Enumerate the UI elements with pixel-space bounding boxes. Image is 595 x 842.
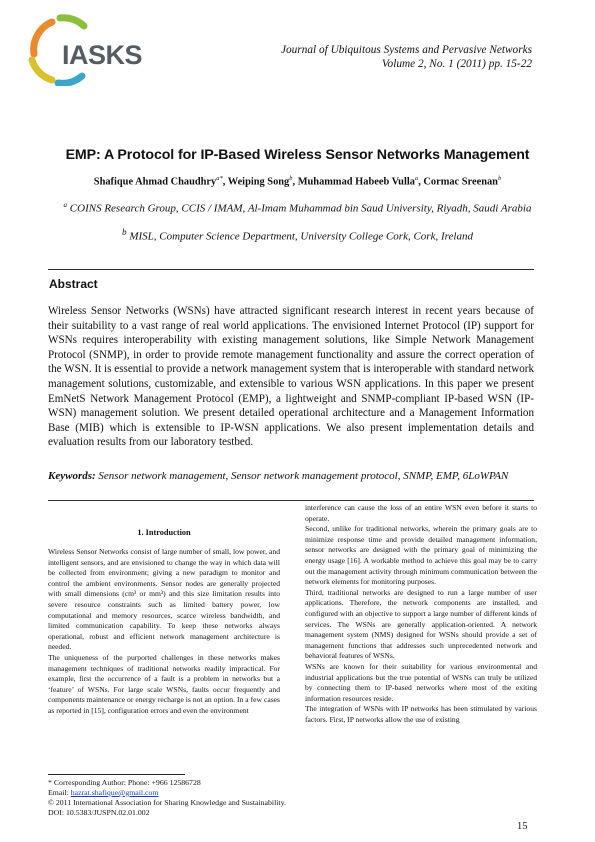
author-sup: b [497, 175, 502, 182]
author-list: Shafique Ahmad Chaudhry$^{a*}$, Weiping Song$^b$, Muhammad Habeeb Vulla$^a$, Cormac Sreenan$^b$ [93, 175, 502, 188]
journal-volume: Volume 2, No. 1 (2011) pp. 15-22 [381, 57, 532, 70]
keywords [48, 469, 534, 483]
affiliation-b [56, 227, 539, 243]
affiliation-sup: a [63, 201, 68, 209]
paragraph: Third, traditional networks are designed to run a large number of user applications. Therefore, the network components are installed, and configured with an objective to support a large number of different kinds of services. The WSNs are generally application-oriented. A network management system (NMS) designed for WSNs should provide a set of management functions that addresses such unprecedented network and behavioral features of WSNs. [305, 587, 537, 661]
author-name: Weiping Song [227, 176, 290, 188]
abstract-text: Wireless Sensor Networks (WSNs) have attracted significant research interest in recent years because of their suitability to a vast range of real world applications. The envisioned Internet Protocol (IP) support for WSNs requires interoperability with existing management solutions, like Simple Network Management Protocol (SNMP), in order to provide remote management functionality and assure the correct operation of the WSN. It is essential to provide a network management system that is interoperable with standard network management solutions, customizable, and extensible to various WSN applications. In this paper we present EmNetS Network Management Protocol (EMP), a lightweight and SNMP-compliant IP-based WSN (IP-WSN) management solution. We present detailed operational architecture and a Management Information Base (MIB) which is extensible to IP-WSN applications. We also present implementation details and evaluation results from our laboratory testbed. [48, 305, 534, 449]
affiliation-a [56, 198, 539, 216]
left-column [48, 547, 280, 717]
email-link[interactable]: hazrat.shafique@gmail.com [70, 787, 159, 797]
author-name: Shafique Ahmad Chaudhry [93, 176, 217, 188]
footnote-email-label: Email: [48, 787, 71, 797]
paragraph: Second, unlike for traditional networks, wherein the primary goals are to minimize response time and provide detailed management information, sensor networks are designed with the primary goal of minimizing the energy usage [16]. A workable method to achieve this goal may be to carry out the management activity through minimum communication between the network elements for monitoring purposes. [305, 524, 537, 587]
journal-name: Journal of Ubiquitous Systems and Pervasive Networks [280, 44, 532, 56]
footnote-copyright: © 2011 International Association for Sharing Knowledge and Sustainability. [48, 797, 286, 807]
page-number: 15 [517, 821, 528, 832]
footnote-email-line [48, 788, 348, 798]
paragraph: The integration of WSNs with IP networks has been stimulated by various factors. First, IP networks allow the use of existing [305, 704, 537, 724]
affiliation-text: COINS Research Group, CCIS / IMAM, Al-Imam Muhammad bin Saud University, Riyadh, Saudi Arabia [69, 202, 532, 215]
author-sup: a [414, 175, 419, 182]
author-sup: a* [216, 175, 223, 182]
keywords-text: Sensor network management, Sensor network management protocol, SNMP, EMP, 6LoWPAN [98, 470, 509, 482]
footnote-corresponding: * Corresponding Author: Phone: +966 12586728 [48, 778, 201, 787]
footnote-rule [48, 774, 185, 775]
paragraph: WSNs are known for their suitability for various environmental and industrial applications but the true potential of WSNs can truly be utilized by connecting them to IP-based networks where most of the exiting information resources reside. [305, 661, 537, 703]
journal-logo [22, 14, 142, 86]
divider-bottom [48, 500, 534, 501]
footnote-doi: DOI: 10.5383/JUSPN.02.01.002 [48, 807, 150, 817]
divider-top [48, 269, 534, 270]
author-sup: b [289, 175, 293, 182]
author-name: Cormac Sreenan [423, 176, 498, 188]
paper-title: EMP: A Protocol for IP-Based Wireless Sensor Networks Management [65, 147, 530, 163]
section-heading-introduction: 1. Introduction [137, 528, 191, 537]
affiliation-sup: b [122, 227, 127, 237]
keywords-label: Keywords: [48, 470, 96, 482]
journal-header [281, 44, 532, 71]
logo-text: IASKS [62, 40, 143, 70]
paragraph: The uniqueness of the purported challenges in these networks makes management techniques of traditional networks readily impractical. For example, first the occurrence of a fault is a problem in networks but a ‘feature’ of WSNs. For large scale WSNs, faults occur frequently and components maintenance or energy recharge is not an option. In a few cases as reported in [15], configuration errors and even the environment [48, 652, 280, 715]
paragraph: Wireless Sensor Networks consist of large number of small, low power, and intelligent sensors, and are envisioned to change the way in which data will be collected from environment; giving a new paradigm to monitor and control the ambient environments. Sensor nodes are generally projected with small dimensions (cm³ or mm³) and this size limitation results into severe resource constraints such as limited battery power, low computational and memory resources, scarce wireless bandwidth, and limited communication capability. To keep these networks always operational, robust and efficient network management architecture is needed. [48, 547, 280, 652]
footnote [48, 778, 348, 818]
affiliation-text: MISL, Computer Science Department, University College Cork, Cork, Ireland [129, 230, 473, 243]
right-column [305, 503, 537, 725]
abstract-heading: Abstract [49, 277, 98, 291]
author-name: Muhammad Habeeb Vulla [297, 176, 415, 188]
paragraph: interference can cause the loss of an entire WSN even before it starts to operate. [305, 503, 537, 523]
